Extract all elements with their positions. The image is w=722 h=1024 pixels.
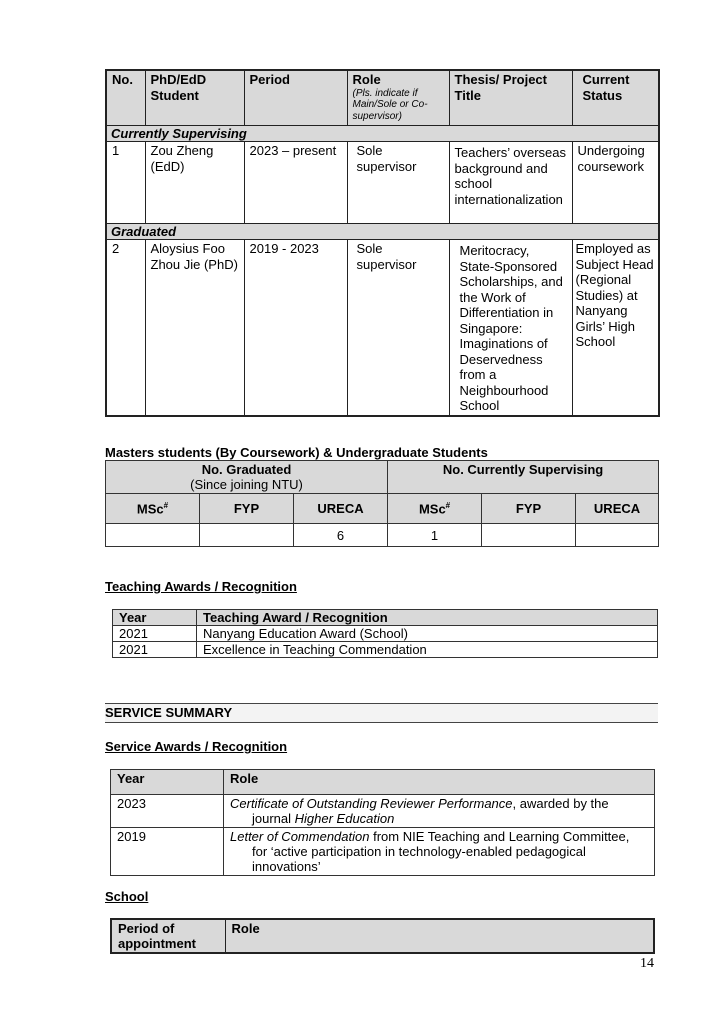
cell-no: 2 <box>106 240 145 416</box>
cell-no: 1 <box>106 142 145 224</box>
cell-year: 2019 <box>111 828 224 876</box>
continuation-text: for ‘active participation in technology-enabled pedagogical innovations’ <box>252 844 586 874</box>
cell-role <box>224 795 655 828</box>
award-continuation <box>230 844 648 874</box>
school-appointments-table <box>110 918 655 954</box>
col-msc-graduated <box>106 494 200 524</box>
table-row <box>106 142 659 224</box>
cell-thesis: Meritocracy, State-Sponsored Scholarships, and the Work of Differentiation in Singapore: Imaginations of Deservedness from a Neighbourhood School <box>449 240 572 416</box>
group-graduated-note: (Since joining NTU) <box>190 477 303 492</box>
service-summary-heading: SERVICE SUMMARY <box>105 703 658 723</box>
col-ureca-current: URECA <box>576 494 659 524</box>
cell-status: Undergoing coursework <box>572 142 659 224</box>
group-header-row <box>106 461 659 494</box>
header-no: No. <box>106 70 145 126</box>
value-fyp-graduated <box>200 524 294 547</box>
header-role: Role <box>224 770 655 795</box>
header-award: Teaching Award / Recognition <box>197 610 658 626</box>
award-title: Letter of Commendation <box>230 829 370 844</box>
section-row-graduated <box>106 224 659 240</box>
header-year: Year <box>111 770 224 795</box>
table-row <box>113 642 658 658</box>
value-msc-graduated <box>106 524 200 547</box>
cell-period: 2023 – present <box>244 142 347 224</box>
header-role <box>347 70 449 126</box>
group-graduated-label: No. Graduated <box>201 462 292 477</box>
cell-year: 2021 <box>113 642 197 658</box>
award-title: Certificate of Outstanding Reviewer Performance <box>230 796 513 811</box>
header-role-label: Role <box>352 72 381 87</box>
table-header-row <box>111 770 655 795</box>
col-fyp-graduated: FYP <box>200 494 294 524</box>
header-role: Role <box>225 919 654 953</box>
section-label: Currently Supervising <box>106 126 659 142</box>
table-header-row <box>111 919 654 953</box>
cell-role: Sole supervisor <box>347 142 449 224</box>
table-header-row <box>113 610 658 626</box>
cell-student: Aloysius Foo Zhou Jie (PhD) <box>145 240 244 416</box>
value-fyp-current <box>482 524 576 547</box>
col-label: MSc <box>136 501 164 517</box>
table-row <box>111 828 655 876</box>
header-student: PhD/EdD Student <box>145 70 244 126</box>
cell-year: 2023 <box>111 795 224 828</box>
footnote-mark: # <box>163 500 169 510</box>
table-row <box>106 240 659 416</box>
table-header-row <box>106 70 659 126</box>
header-thesis: Thesis/ Project Title <box>449 70 572 126</box>
masters-section-title: Masters students (By Coursework) & Undergraduate Students <box>105 445 488 460</box>
journal-name: Higher Education <box>294 811 395 826</box>
table-row <box>111 795 655 828</box>
teaching-awards-title: Teaching Awards / Recognition <box>105 579 297 594</box>
footnote-mark: # <box>445 500 451 510</box>
col-fyp-current: FYP <box>482 494 576 524</box>
value-ureca-current <box>576 524 659 547</box>
section-row-current <box>106 126 659 142</box>
award-text: from NIE Teaching and Learning Committee, <box>369 829 630 844</box>
cell-period: 2019 - 2023 <box>244 240 347 416</box>
continuation-text: journal <box>252 811 295 826</box>
header-period: Period <box>244 70 347 126</box>
page-number: 14 <box>640 956 654 971</box>
cell-year: 2021 <box>113 626 197 642</box>
service-awards-table <box>110 769 655 876</box>
phd-supervision-table <box>105 69 660 417</box>
masters-undergrad-table <box>105 460 659 547</box>
service-awards-title: Service Awards / Recognition <box>105 739 288 754</box>
col-label: MSc <box>418 501 446 517</box>
header-period: Period of appointment <box>111 919 225 953</box>
column-header-row <box>106 494 659 524</box>
col-msc-current <box>388 494 482 524</box>
header-role-note: (Pls. indicate if Main/Sole or Co-supervisor) <box>352 87 428 122</box>
group-graduated <box>106 461 388 494</box>
section-label: Graduated <box>106 224 659 240</box>
group-current: No. Currently Supervising <box>388 461 659 494</box>
values-row <box>106 524 659 547</box>
award-text: , awarded by the <box>512 796 609 811</box>
teaching-awards-table <box>112 609 658 658</box>
cell-status: Employed as Subject Head (Regional Studies) at Nanyang Girls’ High School <box>572 240 659 416</box>
school-section-title: School <box>105 889 149 904</box>
value-ureca-graduated: 6 <box>294 524 388 547</box>
cell-role: Sole supervisor <box>347 240 449 416</box>
table-row <box>113 626 658 642</box>
value-msc-current: 1 <box>388 524 482 547</box>
cell-thesis: Teachers’ overseas background and school internationalization <box>449 142 572 224</box>
cell-role <box>224 828 655 876</box>
header-year: Year <box>113 610 197 626</box>
col-ureca-graduated: URECA <box>294 494 388 524</box>
cell-award: Excellence in Teaching Commendation <box>197 642 658 658</box>
header-status: Current Status <box>572 70 659 126</box>
award-continuation <box>230 811 648 826</box>
cell-award: Nanyang Education Award (School) <box>197 626 658 642</box>
cell-student: Zou Zheng (EdD) <box>145 142 244 224</box>
